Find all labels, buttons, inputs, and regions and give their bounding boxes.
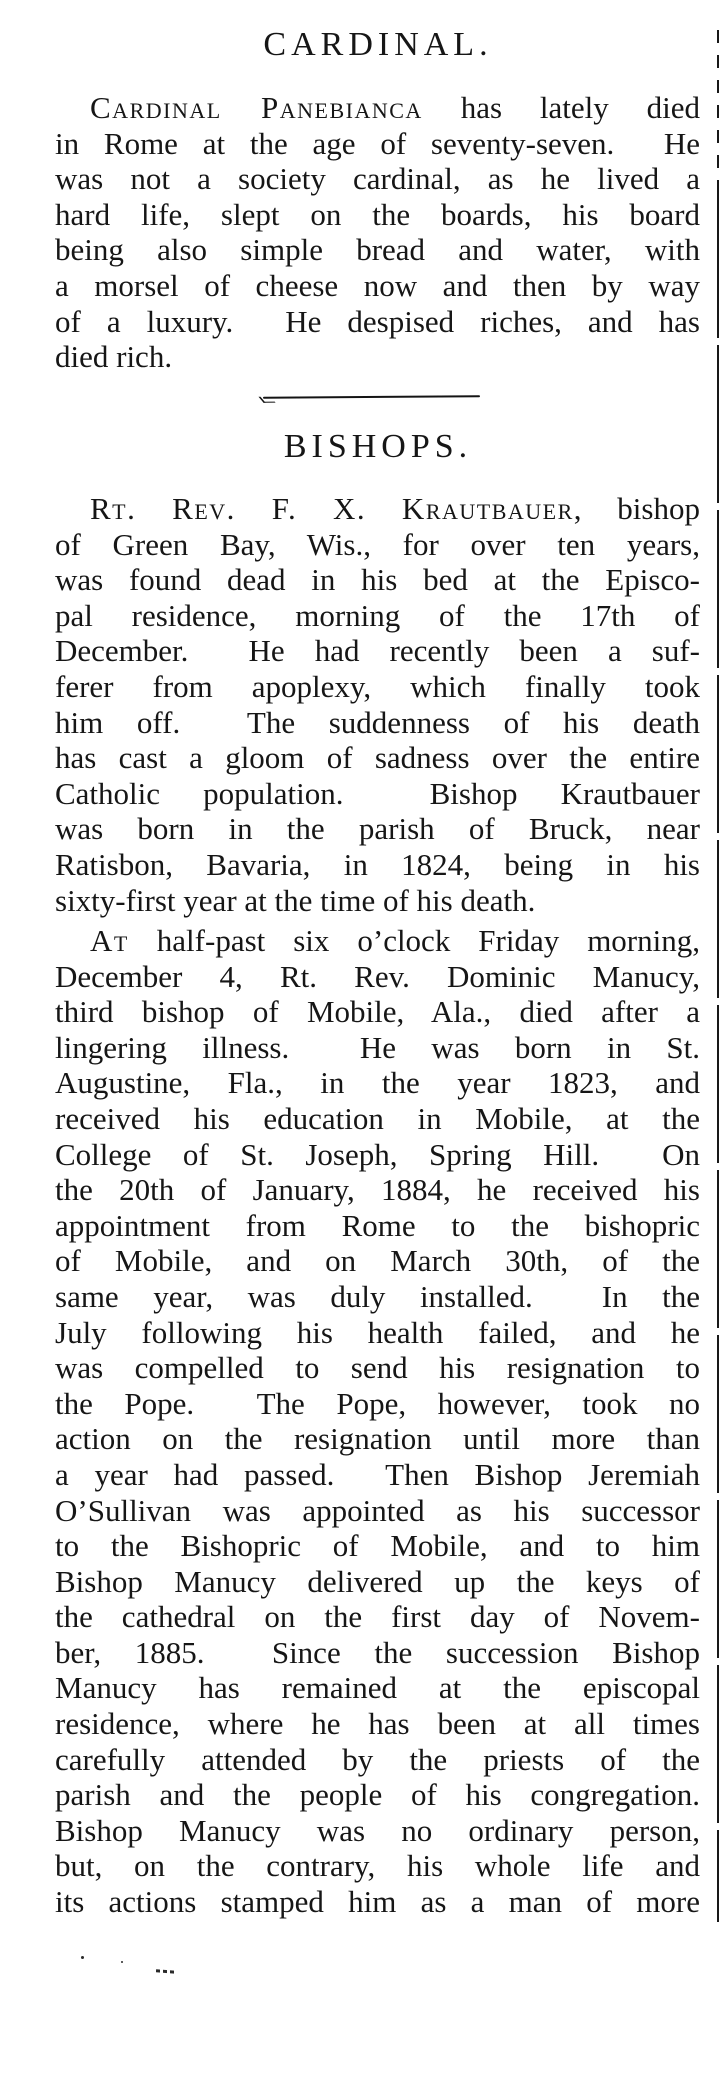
text-line: of Mobile, and on March 30th, of the (55, 1243, 700, 1279)
text-line: being also simple bread and water, with (55, 232, 700, 268)
text-line: appointment from Rome to the bishopric (55, 1207, 700, 1243)
text-line: has cast a gloom of sadness over the entire (55, 740, 700, 776)
smallcaps-lead: Rt. Rev. F. X. Krautbauer, (90, 491, 584, 526)
text-line: to the Bishopric of Mobile, and to him (55, 1528, 700, 1564)
section-divider-rule (263, 395, 480, 399)
text-line: of Green Bay, Wis., for over ten years, (55, 526, 700, 562)
ink-speck (81, 1956, 84, 1959)
text-line: its actions stamped him as a man of more (55, 1884, 700, 1920)
text-line: December 4, Rt. Rev. Dominic Manucy, (55, 958, 700, 994)
text-line: December. He had recently been a suf- (55, 633, 700, 669)
paragraph-cardinal-panebianca (55, 90, 700, 375)
text-line: of a luxury. He despised riches, and has (55, 303, 700, 339)
text-line: a morsel of cheese now and then by way (55, 267, 700, 303)
ink-speck (121, 1961, 123, 1963)
text-line: residence, where he has been at all times (55, 1706, 700, 1742)
text-line: was compelled to send his resignation to (55, 1350, 700, 1386)
text-line: the 20th of January, 1884, he received his (55, 1172, 700, 1208)
text-line: the Pope. The Pope, however, took no (55, 1385, 700, 1421)
column-rule-dashed-top (717, 30, 719, 180)
text-line: Manucy has remained at the episcopal (55, 1670, 700, 1706)
text-line: parish and the people of his congregation. (55, 1777, 700, 1813)
text-line: died rich. (55, 339, 173, 375)
text-line: but, on the contrary, his whole life and (55, 1848, 700, 1884)
text-line: sixty-first year at the time of his death. (55, 882, 536, 918)
text-line: Catholic population. Bishop Krautbauer (55, 775, 700, 811)
text-line: in Rome at the age of seventy-seven. He (55, 125, 700, 161)
text-line: was not a society cardinal, as he lived a (55, 161, 700, 197)
text-line: lingering illness. He was born in St. (55, 1029, 700, 1065)
paragraph-bishop-krautbauer (55, 491, 700, 918)
text-line-rest: has lately died (422, 90, 700, 125)
column-rule (717, 180, 719, 1922)
text-line: July following his health failed, and he (55, 1314, 700, 1350)
text-line: carefully attended by the priests of the (55, 1741, 700, 1777)
text-line: a year had passed. Then Bishop Jeremiah (55, 1456, 700, 1492)
text-line: the cathedral on the first day of Novem- (55, 1599, 700, 1635)
ink-speck (156, 1969, 176, 1973)
text-line: ferer from apoplexy, which finally took (55, 668, 700, 704)
text-line-rest: bishop (583, 491, 700, 526)
text-line (55, 923, 700, 959)
text-line: him off. The suddenness of his death (55, 704, 700, 740)
text-line: same year, was duly installed. In the (55, 1278, 700, 1314)
text-line: Ratisbon, Bavaria, in 1824, being in his (55, 846, 700, 882)
text-line: was found dead in his bed at the Episco- (55, 562, 700, 598)
smallcaps-lead: Cardinal Panebianca (90, 90, 423, 125)
text-line-rest: half-past six o’clock Friday morning, (128, 923, 700, 958)
text-line: ber, 1885. Since the succession Bishop (55, 1634, 700, 1670)
text-line: Bishop Manucy delivered up the keys of (55, 1563, 700, 1599)
text-line: action on the resignation until more than (55, 1421, 700, 1457)
text-line: O’Sullivan was appointed as his successor (55, 1492, 700, 1528)
text-line: pal residence, morning of the 17th of (55, 597, 700, 633)
text-line: was born in the parish of Bruck, near (55, 811, 700, 847)
smallcaps-lead: At (90, 923, 129, 958)
text-line: Bishop Manucy was no ordinary person, (55, 1812, 700, 1848)
paragraph-bishop-manucy (55, 923, 700, 1920)
text-line (55, 491, 700, 527)
section-heading-cardinal: CARDINAL. (263, 26, 493, 63)
text-line: received his education in Mobile, at the (55, 1100, 700, 1136)
section-heading-bishops: BISHOPS. (283, 428, 473, 465)
text-line: College of St. Joseph, Spring Hill. On (55, 1136, 700, 1172)
text-line: third bishop of Mobile, Ala., died after a (55, 994, 700, 1030)
text-line: hard life, slept on the boards, his board (55, 196, 700, 232)
text-line (55, 90, 700, 126)
text-line: Augustine, Fla., in the year 1823, and (55, 1065, 700, 1101)
